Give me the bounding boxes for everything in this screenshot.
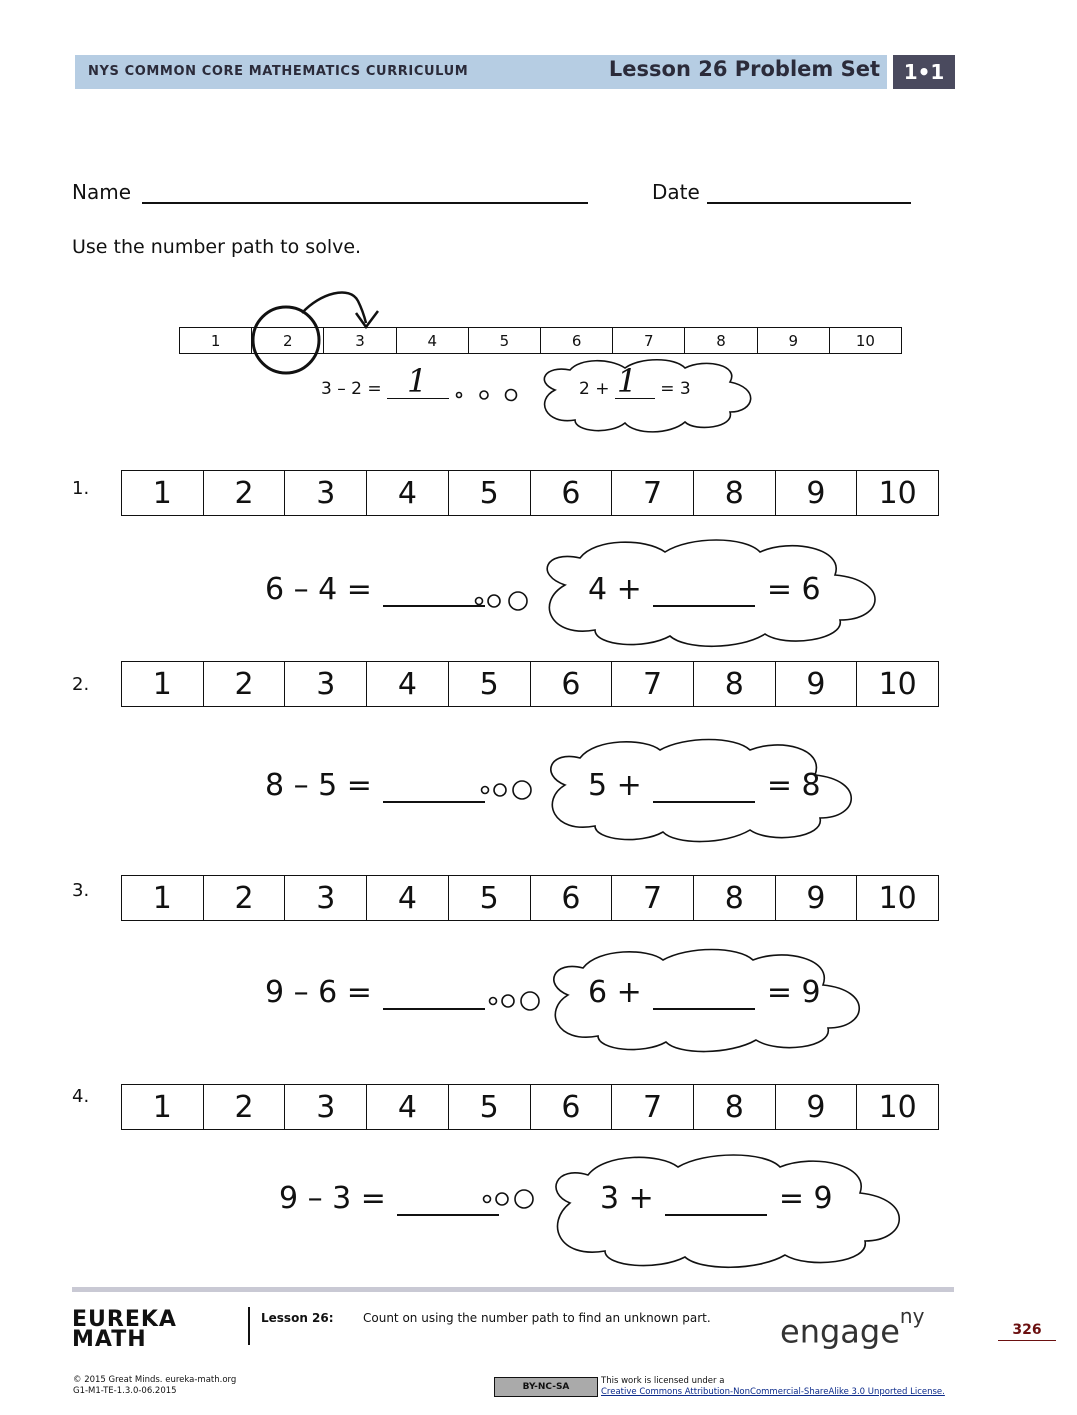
date-field[interactable]: [707, 202, 911, 204]
name-label: Name: [72, 180, 132, 204]
engage-sup: ny: [899, 1304, 925, 1328]
path-cell: 10: [856, 876, 938, 920]
engageny-logo: [780, 1304, 925, 1351]
path-cell: 7: [612, 328, 684, 353]
example-equation-left: [321, 362, 449, 400]
path-cell: 8: [693, 662, 775, 706]
lesson-title: Lesson 26 Problem Set: [608, 57, 880, 81]
name-field[interactable]: [142, 202, 588, 204]
path-cell: 6: [530, 1085, 612, 1129]
problem-right-post: = 9: [778, 1181, 833, 1216]
path-cell: 5: [448, 471, 530, 515]
path-cell: 10: [856, 662, 938, 706]
path-cell: 10: [829, 328, 901, 353]
curriculum-title: NYS COMMON CORE MATHEMATICS CURRICULUM: [88, 64, 469, 79]
module-badge: 1•1: [893, 55, 955, 89]
path-cell: 8: [693, 876, 775, 920]
thought-bubbles: [474, 592, 534, 612]
footer-divider: [248, 1307, 250, 1345]
problem-right-pre: 3 +: [600, 1181, 654, 1216]
path-cell: 3: [284, 471, 366, 515]
path-cell: 8: [693, 1085, 775, 1129]
thought-bubbles: [480, 780, 540, 800]
path-cell: 7: [611, 662, 693, 706]
number-path-1: [121, 470, 939, 516]
engage-text: engage: [780, 1312, 900, 1351]
path-cell: 2: [203, 662, 285, 706]
arrow-head: [356, 311, 378, 327]
path-cell: 9: [775, 876, 857, 920]
path-cell: 6: [540, 328, 612, 353]
answer-blank[interactable]: [653, 771, 755, 803]
problem-right-post: = 8: [766, 768, 821, 803]
number-path-2: [121, 661, 939, 707]
thought-bubbles: [482, 1189, 542, 1211]
path-cell: 4: [366, 876, 448, 920]
path-cell: 1: [152, 880, 172, 916]
path-cell: 3: [284, 876, 366, 920]
path-cell: 7: [611, 471, 693, 515]
license-text: [601, 1376, 945, 1398]
path-cell: 2: [203, 876, 285, 920]
answer-blank[interactable]: [653, 978, 755, 1010]
problem-4-left: [279, 1181, 501, 1216]
path-cell: 4: [366, 662, 448, 706]
path-cell: 7: [611, 1085, 693, 1129]
problem-number: 4.: [72, 1086, 90, 1107]
path-cell: 3: [284, 662, 366, 706]
problem-right-post: = 9: [766, 975, 821, 1010]
path-cell: 4: [366, 471, 448, 515]
problem-right-pre: 5 +: [588, 768, 642, 803]
number-path-3: [121, 875, 939, 921]
problem-1-right: [588, 572, 821, 607]
example-thought-bubbles: [455, 385, 535, 405]
path-cell: 9: [775, 471, 857, 515]
path-cell: 1: [152, 666, 172, 702]
problem-number: 1.: [72, 478, 90, 499]
logo-line-1: EUREKA: [72, 1307, 177, 1332]
path-cell: 1: [152, 475, 172, 511]
path-cell: 5: [448, 876, 530, 920]
footer-lesson-description: Count on using the number path to find an unknown part.: [363, 1311, 711, 1325]
answer-blank[interactable]: [383, 575, 485, 607]
license-line-1: This work is licensed under a: [601, 1376, 725, 1386]
problem-1-left: [265, 572, 487, 607]
example-right-blank: [615, 362, 655, 400]
example-right-post: = 3: [660, 379, 691, 399]
path-cell: 3: [284, 1085, 366, 1129]
problem-number: 3.: [72, 880, 90, 901]
problem-2-left: [265, 768, 487, 803]
cc-badge-text: BY-NC-SA: [522, 1382, 570, 1392]
circle-mark: [253, 307, 319, 373]
path-cell: 10: [856, 1085, 938, 1129]
path-cell: 5: [448, 1085, 530, 1129]
copyright-line-2: G1-M1-TE-1.3.0-06.2015: [73, 1386, 177, 1396]
path-cell: 1: [210, 331, 221, 350]
problem-3-left: [265, 975, 487, 1010]
problem-left-text: 9 – 6 =: [265, 975, 372, 1010]
problem-right-pre: 6 +: [588, 975, 642, 1010]
eureka-math-logo: [72, 1307, 177, 1352]
path-cell: 10: [856, 471, 938, 515]
path-cell: 5: [468, 328, 540, 353]
footer-rule: [72, 1287, 954, 1292]
path-cell: 2: [203, 471, 285, 515]
number-path-4: [121, 1084, 939, 1130]
path-cell: 5: [448, 662, 530, 706]
copyright: [73, 1375, 236, 1397]
example-right-answer: 1: [616, 362, 638, 400]
path-cell: 2: [251, 328, 323, 353]
path-cell: 9: [775, 1085, 857, 1129]
instructions: Use the number path to solve.: [72, 236, 362, 258]
example-left-blank: [387, 362, 449, 400]
problem-4-right: [600, 1181, 833, 1216]
logo-line-2: MATH: [72, 1327, 147, 1352]
date-label: Date: [652, 180, 700, 204]
problem-number: 2.: [72, 674, 90, 695]
answer-blank[interactable]: [653, 575, 755, 607]
path-cell: 7: [611, 876, 693, 920]
path-cell: 4: [366, 1085, 448, 1129]
circle-arrow-annotation: [240, 285, 390, 380]
answer-blank[interactable]: [665, 1184, 767, 1216]
example-equation-right: [579, 362, 691, 400]
answer-blank[interactable]: [383, 978, 485, 1010]
problem-right-pre: 4 +: [588, 572, 642, 607]
path-cell: 8: [684, 328, 756, 353]
path-cell: 3: [323, 328, 395, 353]
path-cell: 2: [203, 1085, 285, 1129]
path-cell: 6: [530, 876, 612, 920]
path-cell: 6: [530, 662, 612, 706]
path-cell: 8: [693, 471, 775, 515]
page-number: 326: [998, 1322, 1056, 1341]
problem-left-text: 8 – 5 =: [265, 768, 372, 803]
problem-left-text: 9 – 3 =: [279, 1181, 386, 1216]
footer-lesson-label: Lesson 26:: [261, 1311, 334, 1325]
problem-right-post: = 6: [766, 572, 821, 607]
problem-3-right: [588, 975, 821, 1010]
copyright-line-1: © 2015 Great Minds. eureka-math.org: [73, 1375, 237, 1385]
example-right-pre: 2 +: [579, 379, 610, 399]
license-link[interactable]: Creative Commons Attribution-NonCommercial-ShareAlike 3.0 Unported License.: [601, 1387, 945, 1397]
problem-2-right: [588, 768, 821, 803]
path-cell: 4: [396, 328, 468, 353]
example-left-text: 3 – 2 =: [321, 379, 382, 399]
path-cell: 9: [775, 662, 857, 706]
example-left-answer: 1: [407, 362, 428, 400]
answer-blank[interactable]: [383, 771, 485, 803]
path-cell: 6: [530, 471, 612, 515]
path-cell: 1: [152, 1089, 172, 1125]
path-cell: 9: [757, 328, 829, 353]
cc-license-badge[interactable]: [494, 1377, 598, 1397]
problem-left-text: 6 – 4 =: [265, 572, 372, 607]
